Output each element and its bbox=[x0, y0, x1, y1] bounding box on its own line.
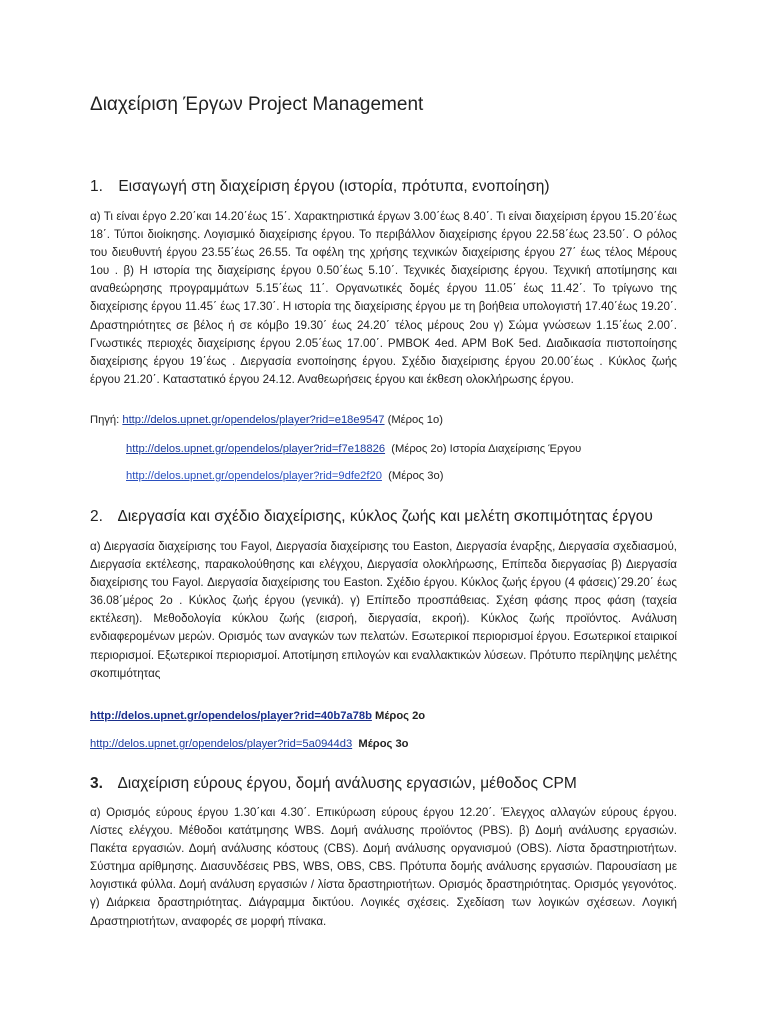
section-1-heading bbox=[90, 178, 550, 196]
source-note: Μέρος 3ο bbox=[358, 738, 409, 750]
section-3-body: α) Ορισμός εύρους έργου 1.30΄και 4.30΄. Επικύρωση εύρους έργου 12.20΄. Έλεγχος αλλαγών εύρους έργου. Λίστες ελέγχου. Μέθοδοι κατάτμησης WBS. Δομή ανάλυσης προϊόντος (PBS). β) Δομή ανάλυσης εργασιών. Πακέτα εργασιών. Δομή ανάλυσης κόστους (CBS). Δομή ανάλυσης οργανισμού (OBS). Λίστα δραστηριοτήτων. Σύστημα αρίθμησης. Διασυνδέσεις PBS, WBS, OBS, CBS. Πρότυπα δομής ανάλυσης εργασιών. Παρουσίαση με λογιστικά φύλλα. Δομή ανάλυση εργασιών / λίστα δραστηριοτήτων. Ορισμός δραστηριότητας. Ορισμός γεγονότος. γ) Διάρκεια δραστηριότητας. Διάγραμμα δικτύου. Λογικές σχέσεις. Σχεδίαση των λογικών σχέσεων. Λογική Δραστηριοτήτων, αναφορές σε μορφή πίνακα. bbox=[90, 806, 677, 928]
source-note: (Μέρος 2ο) Ιστορία Διαχείρισης Έργου bbox=[391, 443, 582, 455]
document-title: Διαχείριση Έργων Project Management bbox=[90, 94, 424, 115]
section-1-source-1 bbox=[90, 414, 443, 426]
section-2-number: 2. bbox=[90, 508, 103, 525]
source-link[interactable]: http://delos.upnet.gr/opendelos/player?rid=e18e9547 bbox=[122, 414, 385, 426]
section-2-source-2 bbox=[90, 738, 409, 750]
source-link[interactable]: http://delos.upnet.gr/opendelos/player?rid=40b7a78b bbox=[90, 710, 372, 722]
source-note: (Μέρος 1ο) bbox=[387, 414, 443, 426]
section-3-heading bbox=[90, 775, 577, 793]
source-prefix: Πηγή: bbox=[90, 414, 120, 426]
section-1-number: 1. bbox=[90, 178, 103, 195]
source-note: Μέρος 2ο bbox=[375, 710, 426, 722]
source-link[interactable]: http://delos.upnet.gr/opendelos/player?rid=5a0944d3 bbox=[90, 738, 353, 750]
section-3-number: 3. bbox=[90, 775, 103, 792]
source-note: (Μέρος 3ο) bbox=[388, 470, 444, 482]
section-2-heading bbox=[90, 508, 653, 526]
section-2-body: α) Διεργασία διαχείρισης του Fayol, Διεργασία διαχείρισης του Easton, Διεργασία έναρξης, Διεργασία σχεδιασμού, Διεργασία εκτέλεσης, παρακολούθησης και ελέγχου, Διεργασία ολοκλήρωσης, Επίπεδα διεργασίας β) Διεργασία διαχείρισης του Fayol. Διεργασία διαχείρισης του Easton. Σχέδιο έργου. Κύκλος ζωής έργου (4 φάσεις)΄29.20΄ έως 36.08΄μέρος 2ο . Κύκλος ζωής έργου (γενικά). γ) Επίπεδο προσπάθειας. Σχέση φάσης προς φάση (ταχεία εκτέλεση). Μεθοδολογία κύκλου ζωής (εισροή, διεργασία, εκροή). Κύκλος ζωής προϊόντος. Ανάλυση ενδιαφερομένων μερών. Ορισμός των αναγκών των πελατών. Εσωτερικοί περιορισμοί έργου. Εσωτερικοί εταιρικοί περιορισμοί. Εξωτερικοί περιορισμοί. Αποτίμηση επιλογών και εναλλακτικών λύσεων. Πρότυπο περίληψης μελέτης σκοπιμότητας bbox=[90, 540, 677, 680]
section-1-title: Εισαγωγή στη διαχείριση έργου (ιστορία, πρότυπα, ενοποίηση) bbox=[118, 178, 550, 195]
source-link[interactable]: http://delos.upnet.gr/opendelos/player?rid=f7e18826 bbox=[126, 443, 386, 455]
section-2-title: Διεργασία και σχέδιο διαχείρισης, κύκλος ζωής και μελέτη σκοπιμότητας έργου bbox=[117, 508, 653, 525]
section-1-source-2 bbox=[126, 443, 581, 455]
section-1-source-3 bbox=[126, 470, 443, 482]
source-link[interactable]: http://delos.upnet.gr/opendelos/player?rid=9dfe2f20 bbox=[126, 470, 382, 482]
section-3-title: Διαχείριση εύρους έργου, δομή ανάλυσης εργασιών, μέθοδος CPM bbox=[117, 775, 577, 792]
section-1-body: α) Τι είναι έργο 2.20΄και 14.20΄έως 15΄. Χαρακτηριστικά έργων 3.00΄έως 8.40΄. Τι είναι διαχείριση έργου 15.20΄έως 18΄. Τύποι διοίκησης. Λογισμικό διαχείρισης έργου. Το περιβάλλον διαχείρισης έργου 22.58΄έως 23.50΄. Ο ρόλος του διευθυντή έργου 23.55΄έως 26.55. Τα οφέλη της χρήσης τεχνικών διαχείρισης έργου 27΄ έως τέλος Μέρους 1ου . β) Η ιστορία της διαχείρισης έργου 0.50΄έως 5.10΄. Τεχνικές διαχείρισης έργου. Τεχνική αποτίμησης και αναθεώρησης προγραμμάτων 5.15΄έως 11΄. Οργανωτικές δομές έργου 11.05΄ έως 11.42΄. Το τρίγωνο της διαχείρισης έργου 11.45΄ έως 17.30΄. Η ιστορία της διαχείρισης έργου με τη βοήθεια υπολογιστή 17.40΄έως 19.20΄. Δραστηριότητες σε βέλος ή σε κόμβο 19.30΄ έως 24.20΄ τέλος μέρους 2ου γ) Σώμα γνώσεων 1.15΄έως 2.00΄. Γνωστικές περιοχές διαχείρισης έργου 2.05΄έως 17.00΄. PMBOK 4ed. APM BoK 5ed. Διαδικασία πιστοποίησης διαχείρισης έργου 19΄έως . Διεργασία ενοποίησης έργου. Σχέδιο διαχείρισης έργου 20.00΄έως . Κύκλος ζωής έργου 21.20΄. Καταστατικό έργου 24.12. Αναθεωρήσεις έργου και έκθεση ολοκλήρωσης έργου. bbox=[90, 210, 677, 386]
section-2-source-1 bbox=[90, 710, 425, 722]
